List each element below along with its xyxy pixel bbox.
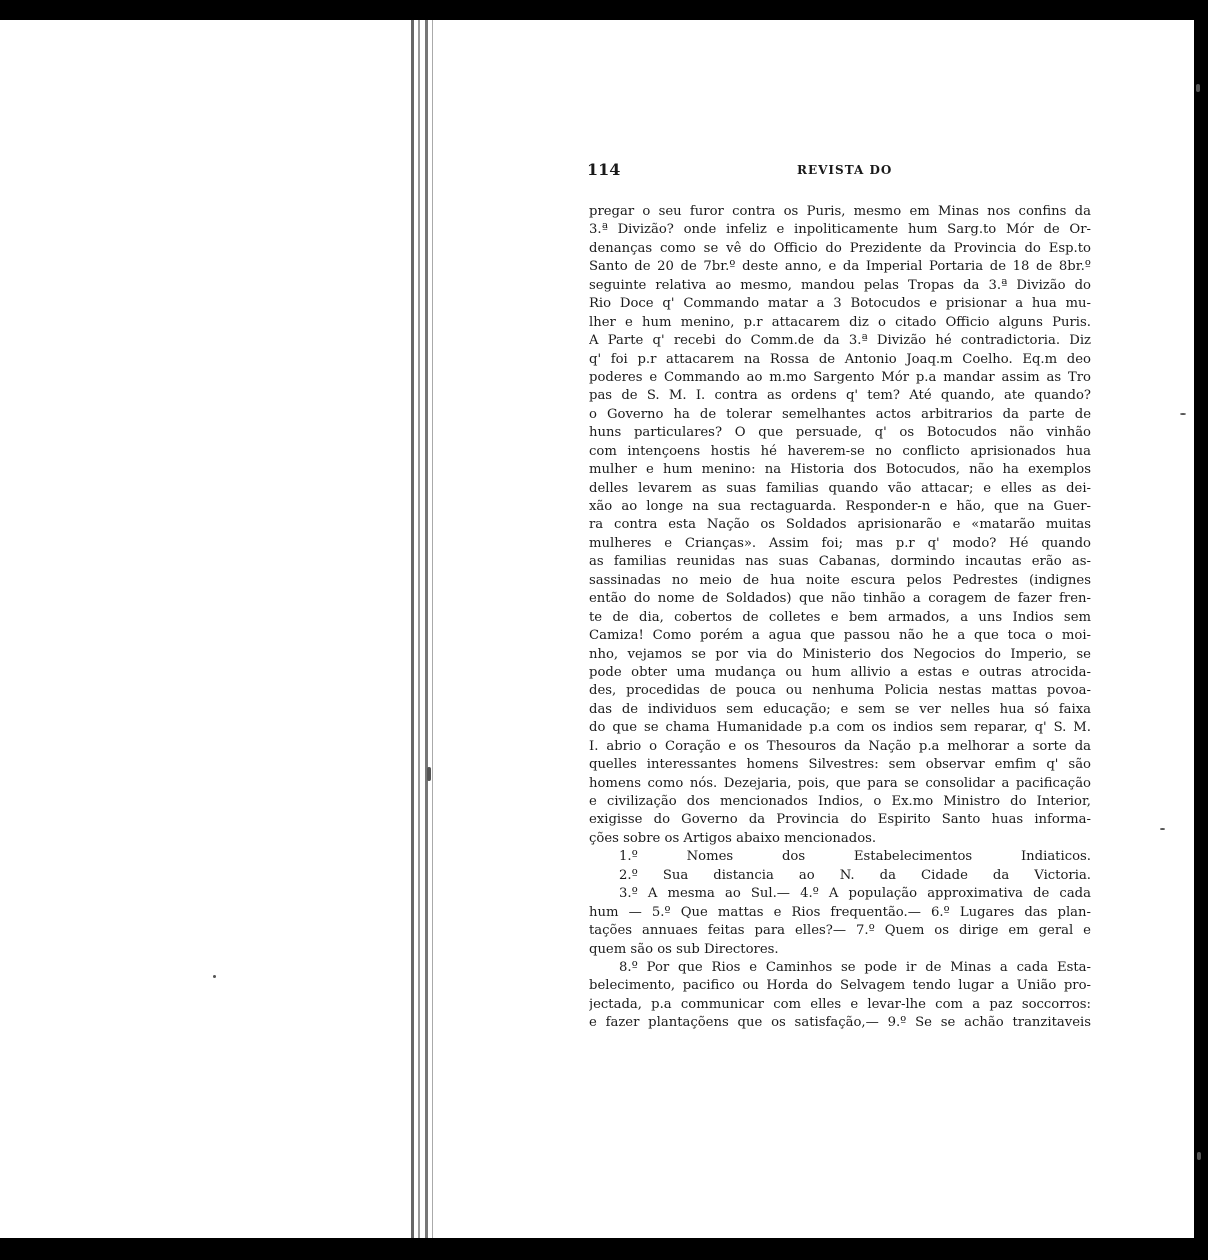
scan-speck	[1196, 84, 1200, 92]
text-line: belecimento, pacifico ou Horda do Selvagem tendo lugar a União pro-	[589, 978, 1091, 994]
text-line: denanças como se vê do Officio do Prezidente da Provincia do Esp.to	[589, 240, 1091, 256]
scan-speck	[1197, 1152, 1201, 1160]
text-line: 3.º A mesma ao Sul.— 4.º A população approximativa de cada	[619, 886, 1091, 902]
text-line: 2.º Sua distancia ao N. da Cidade da Victoria.	[619, 867, 1091, 883]
text-line: pode obter uma mudança ou hum allivio a estas e outras atrocida-	[589, 664, 1091, 680]
text-line: A Parte q' recebi do Comm.de da 3.ª Divizão hé contradictoria. Diz	[589, 333, 1091, 349]
text-line: lher e hum menino, p.r attacarem diz o citado Officio alguns Puris.	[589, 314, 1091, 330]
text-line: xão ao longe na sua rectaguarda. Responder-n e hão, que na Guer-	[589, 499, 1091, 514]
text-line: jectada, p.a communicar com elles e levar-lhe com a paz soccorros:	[589, 996, 1091, 1012]
text-line: q' foi p.r attacarem na Rossa de Antonio Joaq.m Coelho. Eq.m deo	[589, 351, 1091, 367]
text-line: Santo de 20 de 7br.º deste anno, e da Imperial Portaria de 18 de 8br.º	[589, 259, 1091, 275]
text-line: des, procedidas de pouca ou nenhuma Policia nestas mattas povoa-	[589, 683, 1091, 699]
text-line: com intençoens hostis hé haverem-se no conflicto aprisionados hua	[589, 443, 1091, 459]
text-line: então do nome de Soldados) que não tinhão a coragem de fazer fren-	[589, 591, 1091, 607]
text-line: nho, vejamos se por via do Ministerio dos Negocios do Imperio, se	[589, 646, 1091, 662]
scan-speck	[1160, 828, 1165, 830]
top-scan-border	[0, 0, 1208, 20]
text-line: ções sobre os Artigos abaixo mencionados.	[589, 830, 877, 846]
text-line: 8.º Por que Rios e Caminhos se pode ir de Minas a cada Esta-	[619, 959, 1091, 975]
text-line: I. abrio o Coração e os Thesouros da Nação p.a melhorar a sorte da	[589, 738, 1091, 754]
text-line: das de individuos sem educação; e sem se ver nelles hua só faixa	[589, 701, 1091, 717]
text-line: pregar o seu furor contra os Puris, mesmo em Minas nos confins da	[589, 204, 1091, 219]
scan-speck	[1180, 413, 1186, 415]
page-number: 114	[587, 160, 621, 179]
book-gutter-line	[411, 20, 414, 1238]
running-head: REVISTA DO	[797, 163, 893, 177]
text-line: Rio Doce q' Commando matar a 3 Botocudos e prisionar a hua mu-	[589, 296, 1091, 312]
text-line: o Governo ha de tolerar semelhantes actos arbitrarios da parte de	[589, 406, 1091, 422]
text-line: sassinadas no meio de hua noite escura pelos Pedrestes (indignes	[589, 572, 1091, 588]
text-line: Camiza! Como porém a agua que passou não he a que toca o moi-	[589, 628, 1091, 644]
text-line: poderes e Commando ao m.mo Sargento Mór p.a mandar assim as Tro	[589, 369, 1091, 385]
text-line: quelles interessantes homens Silvestres: sem observar emfim q' são	[589, 757, 1091, 773]
body-text	[589, 203, 1091, 1033]
text-line: mulheres e Crianças». Assim foi; mas p.r q' modo? Hé quando	[589, 535, 1091, 551]
right-scan-border	[1194, 0, 1208, 1260]
scan-speck	[427, 767, 431, 781]
text-line: te de dia, cobertos de colletes e bem armados, a uns Indios sem	[589, 609, 1091, 625]
text-line: pas de S. M. I. contra as ordens q' tem? Até quando, ate quando?	[589, 388, 1091, 404]
text-line: e civilização dos mencionados Indios, o Ex.mo Ministro do Interior,	[589, 794, 1091, 809]
scan-speck	[213, 975, 216, 978]
text-line: exigisse do Governo da Provincia do Espirito Santo huas informa-	[589, 812, 1091, 828]
text-line: hum — 5.º Que mattas e Rios frequentão.— 6.º Lugares das plan-	[589, 904, 1091, 920]
book-gutter-line	[432, 20, 433, 1238]
text-line: tações annuaes feitas para elles?— 7.º Quem os dirige em geral e	[589, 923, 1091, 939]
text-line: 3.ª Divizão? onde infeliz e inpoliticamente hum Sarg.to Mór de Or-	[589, 222, 1091, 238]
text-line: seguinte relativa ao mesmo, mandou pelas Tropas da 3.ª Divizão do	[589, 277, 1091, 293]
text-line: delles levarem as suas familias quando vão attacar; e elles as dei-	[589, 480, 1091, 496]
book-gutter-line	[425, 20, 428, 1238]
text-line: mulher e hum menino: na Historia dos Botocudos, não ha exemplos	[589, 462, 1091, 478]
text-line: homens como nós. Dezejaria, pois, que para se consolidar a pacificação	[589, 775, 1091, 791]
text-line: e fazer plantaçõens que os satisfação,— 9.º Se se achão tranzitaveis	[589, 1015, 1091, 1031]
text-line: 1.º Nomes dos Estabelecimentos Indiaticos.	[619, 849, 1091, 865]
page-header	[587, 160, 1093, 182]
text-line: as familias reunidas nas suas Cabanas, dormindo incautas erão as-	[589, 554, 1091, 570]
text-line: ra contra esta Nação os Soldados aprisionarão e «matarão muitas	[589, 517, 1091, 533]
book-gutter-line	[418, 20, 420, 1238]
bottom-scan-border	[0, 1238, 1208, 1260]
text-line: huns particulares? O que persuade, q' os Botocudos não vinhão	[589, 425, 1091, 441]
text-line: quem são os sub Directores.	[589, 941, 779, 957]
text-line: do que se chama Humanidade p.a com os indios sem reparar, q' S. M.	[589, 720, 1091, 736]
